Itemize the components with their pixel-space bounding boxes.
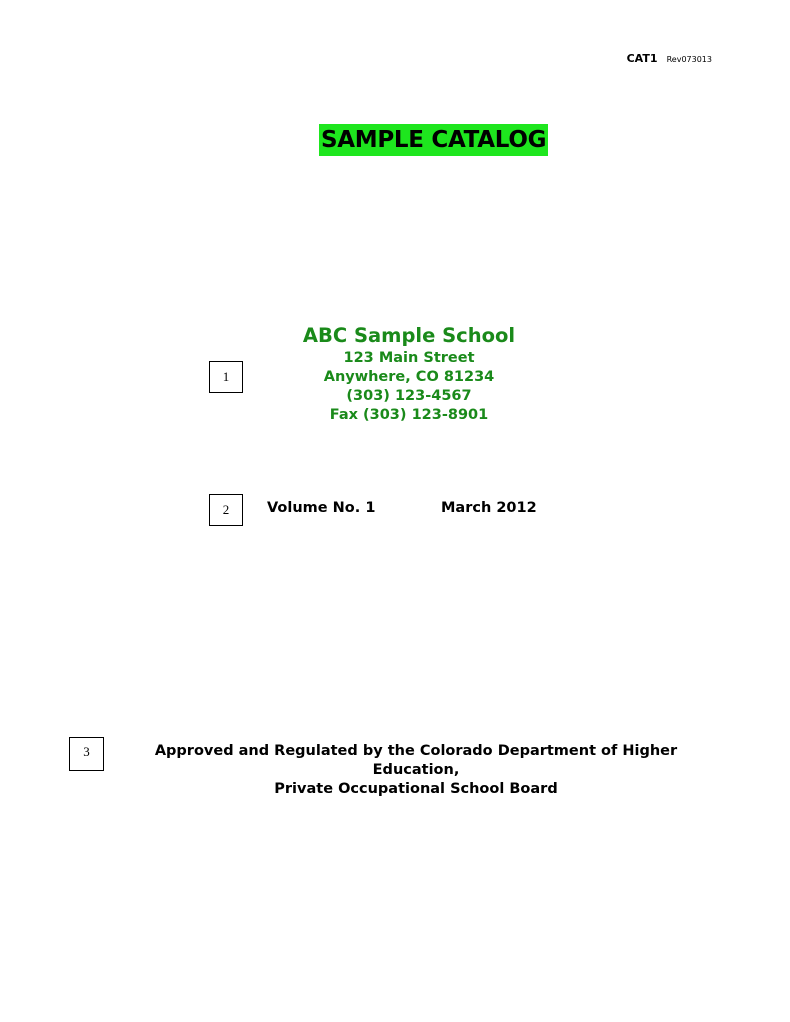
- school-fax: Fax (303) 123-8901: [329, 407, 489, 423]
- revision-code: Rev073013: [666, 55, 712, 64]
- school-name: ABC Sample School: [302, 324, 516, 347]
- approval-line-2: Private Occupational School Board: [274, 781, 558, 797]
- school-street: 123 Main Street: [343, 350, 475, 366]
- school-info: [209, 323, 609, 425]
- approval-statement: [118, 742, 714, 799]
- marker-box-2: 2: [209, 494, 243, 526]
- school-phone: (303) 123-4567: [346, 388, 472, 404]
- catalog-code: CAT1: [626, 52, 658, 65]
- school-city: Anywhere, CO 81234: [323, 369, 495, 385]
- volume-number: Volume No. 1: [267, 500, 376, 516]
- approval-line-1: Approved and Regulated by the Colorado Department of Higher Education,: [154, 743, 678, 778]
- volume-date: March 2012: [441, 500, 537, 516]
- marker-box-3: 3: [69, 737, 104, 771]
- document-header: [627, 47, 712, 66]
- marker-box-1: 1: [209, 361, 243, 393]
- catalog-title: SAMPLE CATALOG: [319, 124, 548, 156]
